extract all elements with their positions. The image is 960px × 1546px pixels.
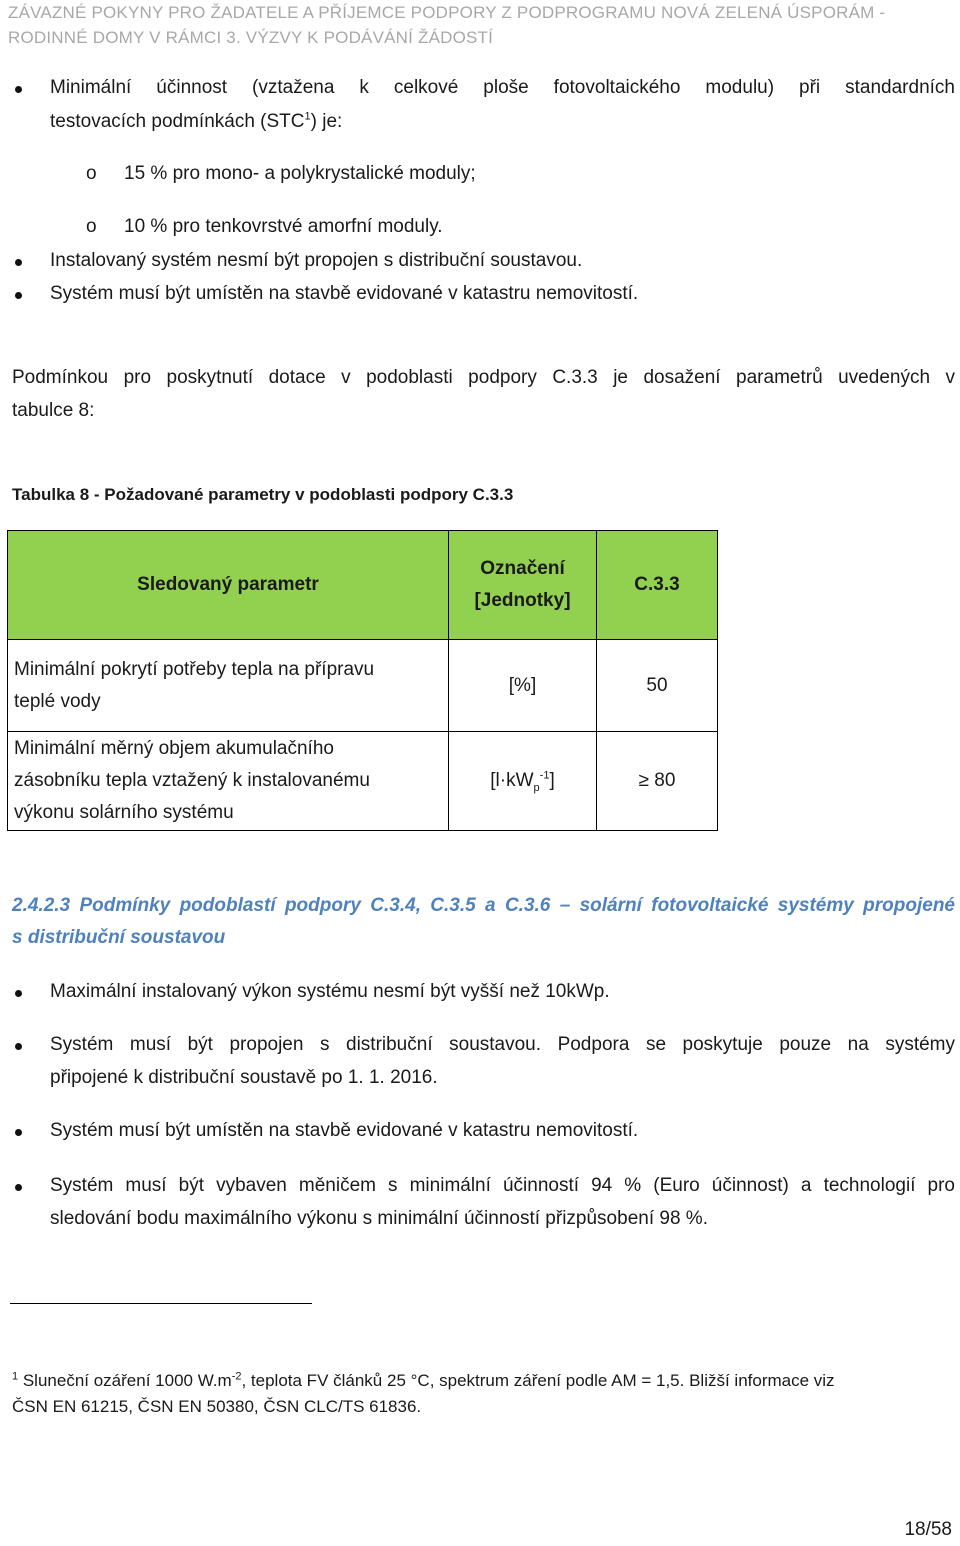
footnote-separator	[10, 1303, 312, 1304]
footnote-line-2: ČSN EN 61215, ČSN EN 50380, ČSN CLC/TS 61836.	[12, 1397, 422, 1416]
cell-parameter: Minimální pokrytí potřeby tepla na přípravu teplé vody	[8, 640, 449, 732]
table-row	[8, 732, 718, 831]
bullet-7-line-1: Systém musí být vybaven měničem s minimální účinností 94 % (Euro účinnost) a technologií pro	[50, 1175, 955, 1196]
bullet-1-line-2: testovacích podmínkách (STC$^1$) je:	[50, 110, 343, 132]
sub-item-2: 10 % pro tenkovrstvé amorfní moduly.	[124, 216, 443, 237]
table-row	[8, 640, 718, 732]
paragraph-line-1: Podmínkou pro poskytnutí dotace v podoblasti podpory C.3.3 je dosažení parametrů uvedených v	[12, 367, 955, 388]
bullet-7-line-2: sledování bodu maximálního výkonu s minimální účinností přizpůsobení 98 %.	[50, 1208, 708, 1229]
footnote-number: 1	[12, 1370, 19, 1383]
sub-bullet-marker: o	[86, 216, 97, 237]
bullet-3: Systém musí být umístěn na stavbě evidované v katastru nemovitostí.	[50, 283, 639, 304]
sub-item-1: 15 % pro mono- a polykrystalické moduly;	[124, 163, 476, 184]
section-heading-line-2: s distribuční soustavou	[12, 927, 226, 948]
bullet-6: Systém musí být umístěn na stavbě evidované v katastru nemovitostí.	[50, 1120, 639, 1141]
bullet-2: Instalovaný systém nesmí být propojen s distribuční soustavou.	[50, 250, 583, 271]
bullet-dot	[15, 1184, 22, 1191]
header-designation: Označení [Jednotky]	[449, 531, 597, 640]
bullet-dot	[15, 86, 22, 93]
header-line-2: RODINNÉ DOMY V RÁMCI 3. VÝZVY K PODÁVÁNÍ ŽÁDOSTÍ	[8, 28, 494, 47]
page-number: 18/58	[904, 1519, 952, 1540]
section-heading-line-1: 2.4.2.3 Podmínky podoblastí podpory C.3.4, C.3.5 a C.3.6 – solární fotovoltaické systémy propojené	[12, 895, 955, 916]
header-line-1: ZÁVAZNÉ POKYNY PRO ŽADATELE A PŘÍJEMCE PODPORY Z PODPROGRAMU NOVÁ ZELENÁ ÚSPORÁM -	[8, 3, 886, 22]
sub-bullet-marker: o	[86, 163, 97, 184]
bullet-1-line-1: Minimální účinnost (vztažena k celkové ploše fotovoltaického modulu) při standardních	[50, 77, 955, 98]
cell-unit: $[l\cdot kW_p^{-1}]$	[449, 732, 597, 831]
footnote-ref[interactable]: 1	[304, 110, 311, 123]
running-header	[8, 0, 908, 50]
bullet-dot	[15, 1129, 22, 1136]
bullet-dot	[15, 1043, 22, 1050]
bullet-4: Maximální instalovaný výkon systému nesmí být vyšší než 10kWp.	[50, 981, 610, 1002]
parameters-table	[7, 530, 718, 831]
header-parameter: Sledovaný parametr	[8, 531, 449, 640]
cell-value: ≥ 80	[597, 732, 718, 831]
cell-parameter: Minimální měrný objem akumulačního zásobníku tepla vztažený k instalovanému výkonu solárního systému	[8, 732, 449, 831]
bullet-5-line-2: připojené k distribuční soustavě po 1. 1. 2016.	[50, 1067, 438, 1088]
bullet-dot	[15, 292, 22, 299]
table-header-row	[8, 531, 718, 640]
table-caption: Tabulka 8 - Požadované parametry v podoblasti podpory C.3.3	[12, 485, 514, 504]
paragraph-line-2: tabulce 8:	[12, 400, 95, 421]
cell-unit: [%]	[449, 640, 597, 732]
footnote-line-1: $^1$ Sluneční ozáření 1000 $W.m^{-2}$, teplota FV článků 25 °C, spektrum záření podle AM = 1,5. Bližší informace viz	[12, 1370, 835, 1390]
bullet-5-line-1: Systém musí být propojen s distribuční soustavou. Podpora se poskytuje pouze na systémy	[50, 1034, 955, 1055]
cell-value: 50	[597, 640, 718, 732]
bullet-dot	[15, 990, 22, 997]
bullet-dot	[15, 259, 22, 266]
header-value: C.3.3	[597, 531, 718, 640]
